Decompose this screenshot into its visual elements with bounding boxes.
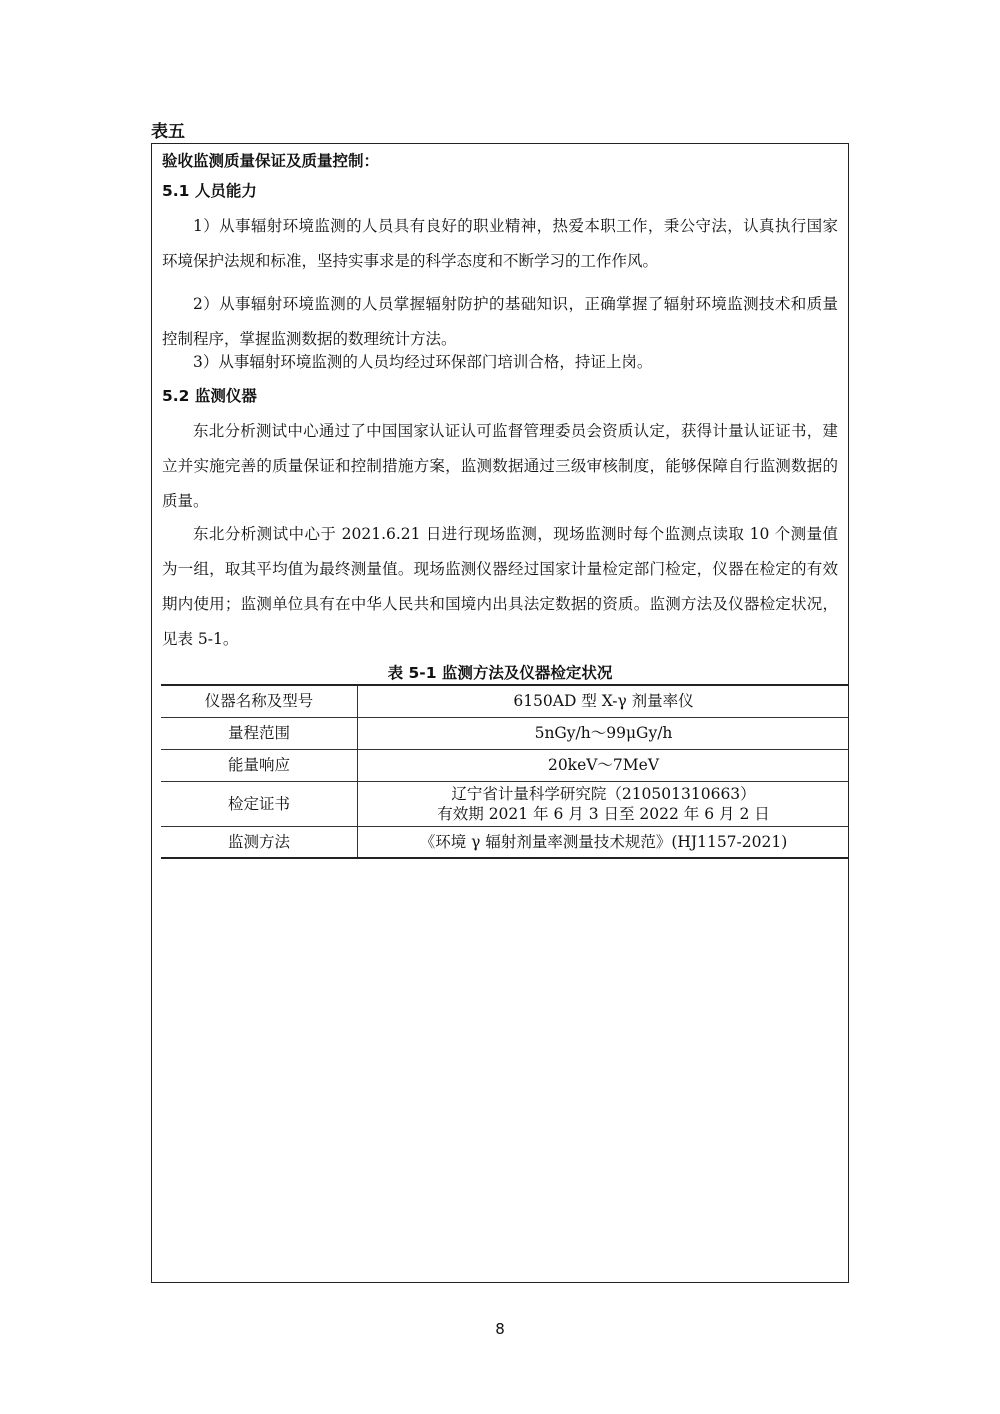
row-value: 6150AD 型 X-γ 剂量率仪 — [358, 685, 850, 717]
table-row — [161, 685, 849, 717]
table-row — [161, 781, 849, 826]
table-caption: 表 5-1 监测方法及仪器检定状况 — [387, 664, 613, 682]
row-label: 检定证书 — [161, 781, 358, 826]
row-value: 《环境 γ 辐射剂量率测量技术规范》(HJ1157-2021) — [358, 826, 850, 858]
paragraph: 2）从事辐射环境监测的人员掌握辐射防护的基础知识，正确掌握了辐射环境监测技术和质量控制程序，掌握监测数据的数理统计方法。 — [162, 295, 838, 348]
row-value: 20keV～7MeV — [358, 749, 850, 781]
table-row — [161, 717, 849, 749]
row-value: 5nGy/h～99μGy/h — [358, 717, 850, 749]
page-number: 8 — [495, 1320, 505, 1338]
section-title-instruments: 5.2 监测仪器 — [162, 387, 257, 405]
row-label: 量程范围 — [161, 717, 358, 749]
paragraph: 1）从事辐射环境监测的人员具有良好的职业精神，热爱本职工作，秉公守法，认真执行国家环境保护法规和标准，坚持实事求是的科学态度和不断学习的工作作风。 — [162, 217, 838, 270]
row-label: 仪器名称及型号 — [161, 685, 358, 717]
row-label: 能量响应 — [161, 749, 358, 781]
certificate-issuer: 辽宁省计量科学研究院（210501310663） — [451, 784, 756, 803]
content-frame — [151, 143, 849, 1283]
row-value — [358, 781, 850, 826]
heading: 验收监测质量保证及质量控制： — [162, 152, 380, 170]
table-row — [161, 826, 849, 858]
paragraph: 东北分析测试中心通过了中国国家认证认可监督管理委员会资质认定，获得计量认证证书，建立并实施完善的质量保证和控制措施方案，监测数据通过三级审核制度，能够保障自行监测数据的质量。 — [162, 422, 838, 510]
instrument-table — [161, 684, 849, 859]
row-label: 监测方法 — [161, 826, 358, 858]
section-title-personnel: 5.1 人员能力 — [162, 182, 257, 200]
paragraph: 东北分析测试中心于 2021.6.21 日进行现场监测，现场监测时每个监测点读取 10 个测量值为一组，取其平均值为最终测量值。现场监测仪器经过国家计量检定部门检定，仪器在检定的有效期内使用；监测单位具有在中华人民共和国境内出具法定数据的资质。监测方法及仪器检定状况，见表 5-1。 — [162, 525, 838, 648]
paragraph: 3）从事辐射环境监测的人员均经过环保部门培训合格，持证上岗。 — [193, 353, 653, 371]
table-row — [161, 749, 849, 781]
certificate-validity: 有效期 2021 年 6 月 3 日至 2022 年 6 月 2 日 — [437, 804, 770, 823]
table-label: 表五 — [151, 122, 185, 142]
